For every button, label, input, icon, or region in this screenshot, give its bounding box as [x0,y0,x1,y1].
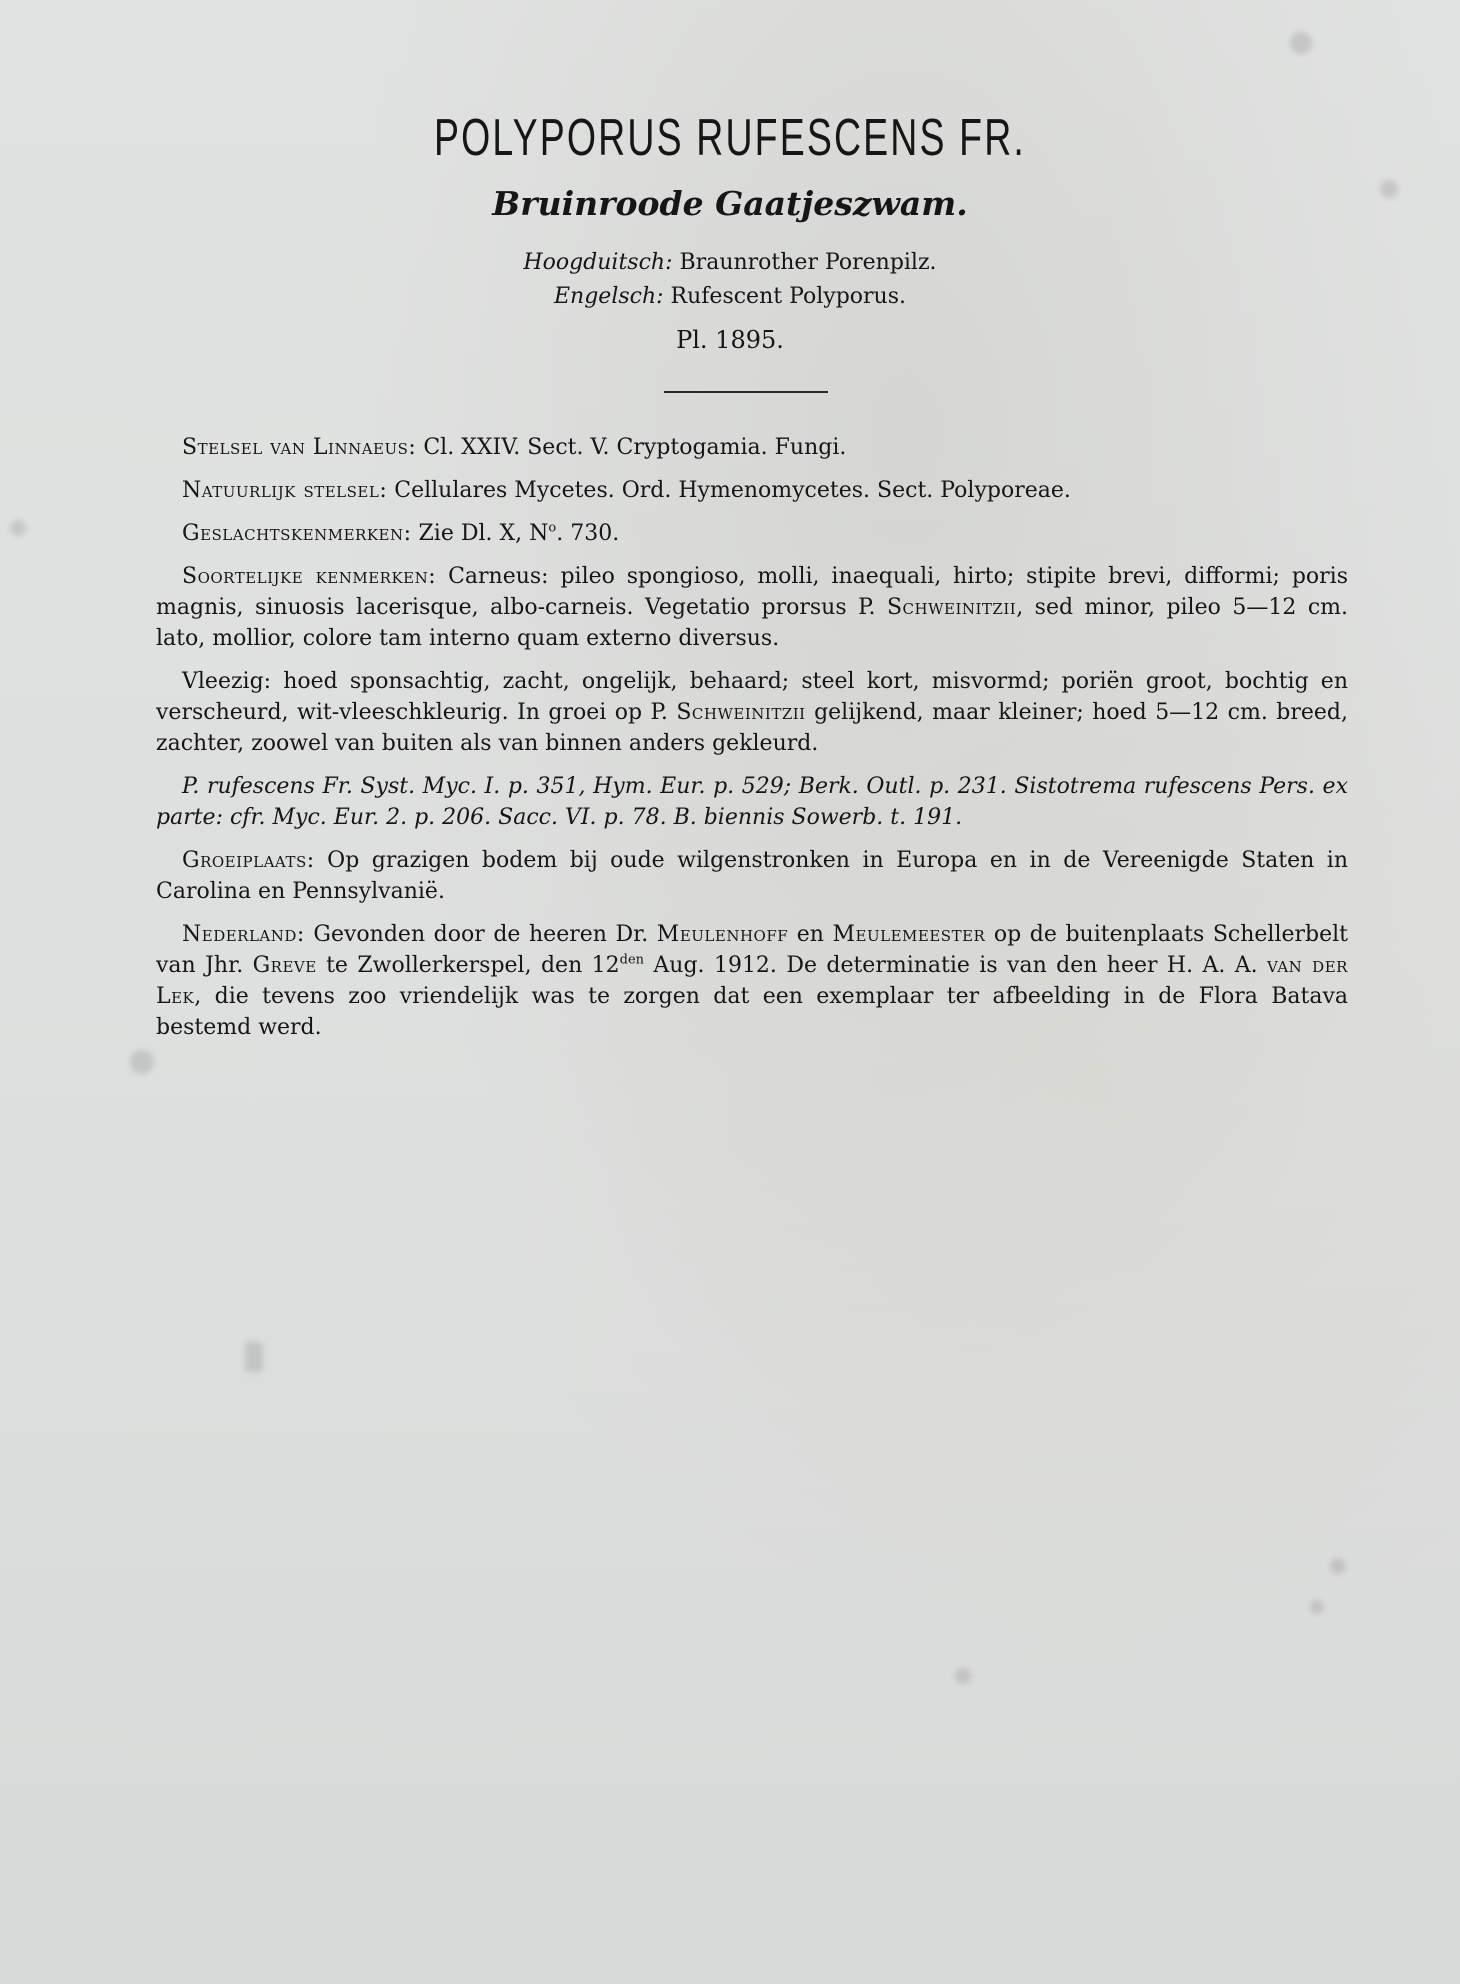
english-name-line [0,284,1460,309]
english-label: Engelsch: [553,284,664,309]
genus-paragraph [156,518,1348,549]
netherlands-text: , die tevens zoo vriendelijk was te zorgen dat een exemplaar ter afbeelding in de Flora Batava bestemd werd. [156,984,1348,1040]
genus-sup: o [548,520,557,536]
netherlands-paragraph [156,919,1348,1043]
paper-spot [1290,32,1312,54]
paper-spot [130,1050,154,1074]
natural-system-text: Cellulares Mycetes. Ord. Hymenomycetes. Sect. Polyporeae. [394,478,1071,503]
habitat-text: Op grazigen bodem bij oude wilgenstronken in Europa en in de Vereenigde Staten in Carolina en Pennsylvanië. [156,848,1348,904]
paper-spot [1310,1600,1324,1614]
species-text: Carneus: pileo spongioso, molli, inaequali, hirto; stipite brevi, difformi; poris magnis, sinuosis lacerisque, albo-carneis. Vegetatio prorsus P. [156,564,1349,620]
species-paragraph [156,561,1348,654]
netherlands-text: op de buitenplaats Schellerbelt van Jhr. [156,922,1349,978]
paper-spot [245,1342,263,1372]
date-sup: den [619,952,645,968]
genus-text-end: . 730. [556,521,620,546]
netherlands-label: Nederland: [182,922,305,947]
plate-number: Pl. 1895. [676,326,784,354]
linnaeus-text: Cl. XXIV. Sect. V. Cryptogamia. Fungi. [423,435,847,460]
person-name: Greve [252,953,317,978]
person-name: Meulemeester [832,922,986,947]
genus-text: Zie Dl. X, N [418,521,549,546]
german-label: Hoogduitsch: [523,250,673,275]
habitat-label: Groeiplaats: [182,848,315,873]
netherlands-text: en [796,922,824,947]
dutch-description-sc: Schweinitzii [676,700,806,725]
dutch-description-text-end: gelijkend, maar kleiner; hoed 5—12 cm. breed, zachter, zoowel van buiten als van binnen anders gekleurd. [156,700,1348,756]
page-title: POLYPORUS RUFESCENS FR. [434,109,1026,167]
natural-system-paragraph [156,475,1348,506]
species-text-end: , sed minor, pileo 5—12 cm. lato, mollior, colore tam interno quam externo diversus. [156,595,1348,651]
references-paragraph: P. rufescens Fr. Syst. Myc. I. p. 351, Hym. Eur. p. 529; Berk. Outl. p. 231. Sistotrema rufescens Pers. ex parte: cfr. Myc. Eur. 2. p. 206. Sacc. VI. p. 78. B. biennis Sowerb. t. 191. [156,774,1348,830]
paper-spot [10,520,26,536]
netherlands-text: Aug. 1912. De determinatie is van den heer H. A. A. [653,953,1258,978]
paper-spot [1330,1558,1346,1574]
person-name: van der Lek [156,953,1348,1009]
natural-system-label: Natuurlijk stelsel: [182,478,388,503]
species-label: Soortelijke kenmerken: [182,564,437,589]
netherlands-text: te Zwollerkerspel, den 12 [326,953,620,978]
vernacular-name: Bruinroode Gaatjeszwam. [492,184,968,223]
habitat-paragraph [156,845,1348,907]
netherlands-text: Gevonden door de heeren Dr. [313,922,649,947]
linnaeus-label: Stelsel van Linnaeus: [182,435,417,460]
paper-spot [955,1668,971,1684]
linnaeus-paragraph [156,432,1348,463]
genus-label: Geslachtskenmerken: [182,521,412,546]
description-body [156,432,1348,1055]
dutch-description-text: Vleezig: hoed sponsachtig, zacht, ongelijk, behaard; steel kort, misvormd; poriën groot, bochtig en verscheurd, wit-vleeschkleurig. In groei op P. [156,669,1348,725]
species-name-sc: Schweinitzii [886,595,1017,620]
english-value: Rufescent Polyporus. [670,284,906,309]
german-value: Braunrother Porenpilz. [679,250,937,275]
german-name-line [0,250,1460,275]
divider [664,391,828,393]
person-name: Meulenhoff [656,922,789,947]
dutch-description-paragraph [156,666,1348,759]
